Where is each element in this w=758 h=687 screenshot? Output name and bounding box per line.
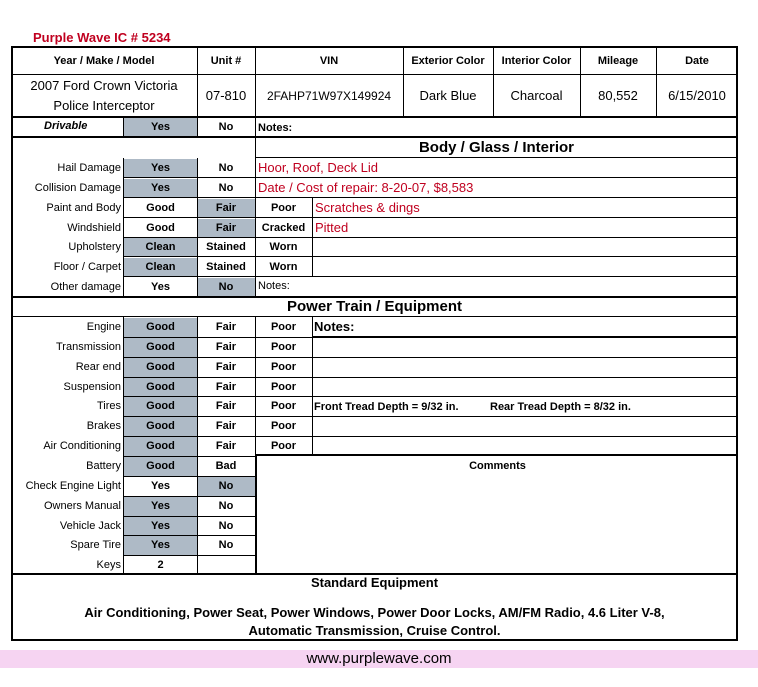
drivable-no: No (218, 121, 234, 133)
body-row-option-a: Yes (151, 182, 170, 194)
power-row-option-b: Fair (215, 420, 237, 432)
front-tread-depth: Front Tread Depth = 9/32 in. (314, 401, 459, 413)
header-mileage: Mileage (597, 55, 639, 67)
body-row-note: Date / Cost of repair: 8-20-07, $8,583 (258, 180, 474, 195)
body-row-option-b: No (218, 281, 234, 293)
power-row-option-a: Good (146, 380, 175, 393)
power-row-option-a: Good (146, 420, 175, 432)
power-row-option-a: Yes (151, 539, 170, 551)
power-row-option-b: Fair (215, 380, 237, 393)
body-row-option-a: Good (146, 202, 175, 214)
power-row-option-c: Poor (270, 400, 297, 412)
body-row-label: Upholstery (68, 241, 121, 253)
body-row-option-b: No (218, 182, 234, 194)
body-row-label: Hail Damage (57, 162, 121, 174)
power-row-option-b: No (218, 500, 234, 512)
power-row-option-b: Fair (215, 321, 237, 333)
power-notes-label: Notes: (314, 319, 355, 334)
power-row-label: Owners Manual (43, 500, 121, 512)
power-row-option-c: Poor (270, 361, 297, 373)
standard-equipment-line-1: Air Conditioning, Power Seat, Power Windows, Power Door Locks, AM/FM Radio, 4.6 Liter V-8, (84, 605, 665, 620)
body-row-option-a: Clean (145, 241, 176, 253)
body-row-option-b: Stained (206, 241, 246, 253)
power-row-option-a: Good (146, 440, 175, 452)
power-row-option-b: Fair (215, 341, 237, 353)
power-row-option-a: Good (146, 321, 175, 333)
comments-box (255, 454, 738, 574)
power-row-option-c: Poor (270, 321, 297, 333)
power-row-option-a: Yes (151, 500, 170, 512)
power-row-label: Engine (86, 321, 121, 333)
power-row-label: Check Engine Light (25, 480, 121, 492)
body-row-option-b: No (218, 162, 234, 174)
rear-tread-depth: Rear Tread Depth = 8/32 in. (490, 401, 631, 413)
body-row-option-c: Cracked (261, 222, 306, 234)
standard-equipment-line-2: Automatic Transmission, Cruise Control. (248, 623, 501, 638)
exterior-value: Dark Blue (419, 88, 477, 103)
page-title: Purple Wave IC # 5234 (33, 30, 171, 45)
body-row-label: Paint and Body (46, 202, 121, 214)
header-interior-color: Interior Color (501, 55, 572, 67)
power-row-option-a: Good (146, 460, 175, 472)
power-row-option-b: No (218, 519, 234, 532)
body-row-option-a: Yes (151, 162, 170, 174)
power-row-option-b: Fair (215, 400, 237, 412)
power-row-label: Air Conditioning (43, 440, 121, 452)
power-row-option-c: Poor (270, 341, 297, 353)
body-row-label: Windshield (67, 222, 121, 234)
comments-label: Comments (469, 460, 526, 472)
power-row-label: Brakes (86, 420, 121, 432)
body-row-label: Collision Damage (34, 182, 121, 194)
power-row-label: Battery (86, 460, 121, 472)
power-row-option-a: Good (146, 361, 175, 373)
body-row-option-c: Poor (270, 202, 297, 214)
power-row-option-b: No (218, 480, 234, 492)
power-row-label: Keys (96, 559, 121, 571)
body-row-note: Scratches & dings (315, 200, 420, 215)
other-damage-notes: Notes: (258, 280, 290, 292)
header-exterior-color: Exterior Color (411, 55, 485, 67)
power-row-option-b: Fair (215, 440, 237, 452)
body-row-option-a: Good (146, 222, 175, 234)
power-row-option-a: Yes (151, 519, 170, 532)
power-row-label: Rear end (75, 361, 121, 373)
power-row-option-b: Fair (215, 361, 237, 373)
header-unit: Unit # (210, 55, 242, 67)
power-row-label: Suspension (63, 380, 121, 393)
power-row-option-c: Poor (270, 380, 297, 393)
model-line-2: Police Interceptor (53, 98, 155, 113)
body-row-option-c: Worn (269, 261, 298, 273)
drivable-label: Drivable (44, 120, 88, 132)
mileage-value: 80,552 (598, 88, 638, 103)
header-year-make-model: Year / Make / Model (53, 55, 155, 67)
vin-value: 2FAHP71W97X149924 (266, 88, 392, 103)
power-row-option-a: 2 (157, 559, 164, 571)
date-value: 6/15/2010 (668, 88, 726, 103)
power-row-option-c: Poor (270, 440, 297, 452)
body-row-option-a: Clean (145, 261, 176, 273)
body-section-title: Body / Glass / Interior (418, 139, 575, 156)
power-row-option-c: Poor (270, 420, 297, 432)
power-row-label: Vehicle Jack (59, 519, 121, 532)
power-section-title: Power Train / Equipment (286, 298, 463, 315)
power-row-option-b: Bad (215, 460, 237, 472)
interior-value: Charcoal (510, 88, 563, 103)
footer-url[interactable]: www.purplewave.com (306, 650, 452, 667)
power-row-label: Spare Tire (70, 539, 121, 551)
body-row-option-b: Stained (206, 261, 246, 273)
drivable-yes: Yes (151, 121, 170, 133)
power-row-option-a: Good (146, 341, 175, 353)
power-row-label: Transmission (56, 341, 121, 353)
body-row-option-b: Fair (215, 202, 237, 214)
power-row-option-a: Good (146, 400, 175, 412)
body-row-note: Hoor, Roof, Deck Lid (258, 160, 378, 175)
standard-equipment-title: Standard Equipment (310, 575, 439, 590)
power-row-option-a: Yes (151, 480, 170, 492)
unit-value: 07-810 (205, 88, 247, 103)
body-row-option-b: Fair (215, 222, 237, 234)
drivable-notes: Notes: (258, 122, 293, 134)
body-row-note: Pitted (315, 220, 349, 235)
body-row-option-c: Worn (269, 241, 298, 253)
power-row-option-b: No (218, 539, 234, 551)
header-vin: VIN (319, 55, 339, 67)
model-line-1: 2007 Ford Crown Victoria (30, 78, 178, 93)
body-row-label: Other damage (50, 281, 121, 293)
header-date: Date (685, 55, 709, 67)
body-row-label: Floor / Carpet (53, 261, 121, 273)
body-row-option-a: Yes (151, 281, 170, 293)
power-row-label: Tires (96, 400, 121, 412)
